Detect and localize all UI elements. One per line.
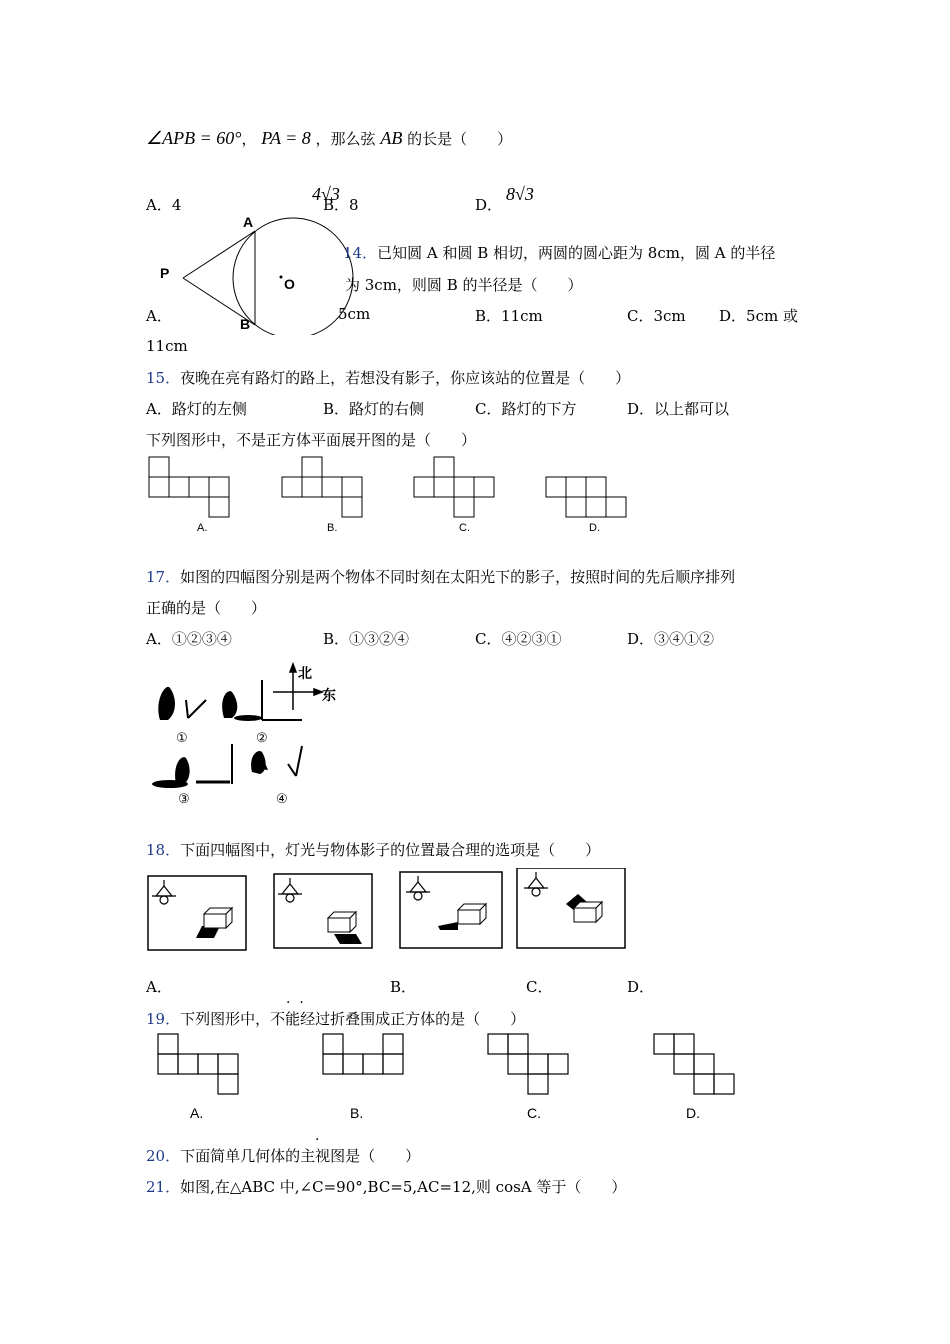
q19-net-d bbox=[654, 1034, 734, 1094]
q15-option-a: A．路灯的左侧 bbox=[146, 400, 247, 418]
q19-nets-figure bbox=[150, 1028, 750, 1128]
q15-stem bbox=[146, 367, 630, 388]
q17-option-a: A．①②③④ bbox=[146, 630, 232, 648]
q16-nets-figure bbox=[145, 453, 645, 538]
q15-option-b: B．路灯的右侧 bbox=[323, 400, 425, 418]
q17-shadow-figure bbox=[148, 660, 348, 810]
q17-number: 17． bbox=[146, 568, 181, 586]
q13-pa: PA = 8 bbox=[261, 128, 311, 148]
q20-emphasis-dot: · bbox=[315, 1132, 320, 1148]
q13-option-b-value: 4√3 bbox=[312, 184, 340, 204]
q14-option-d: D．5cm 或 bbox=[719, 307, 798, 325]
label-p: P bbox=[160, 265, 170, 281]
q15-option-d: D．以上都可以 bbox=[627, 400, 730, 418]
circle-4-label: ④ bbox=[276, 791, 288, 806]
q17-option-b: B．①③②④ bbox=[323, 630, 410, 648]
q16-label-c: C. bbox=[459, 522, 470, 534]
q16-net-c bbox=[414, 457, 494, 517]
scene-3 bbox=[152, 744, 232, 788]
q17-option-d: D．③④①② bbox=[627, 630, 715, 648]
q17-text-line2: 正确的是（ ） bbox=[146, 599, 267, 617]
label-a: A bbox=[243, 214, 254, 230]
q20-number: 20． bbox=[146, 1147, 181, 1165]
q19-stem bbox=[146, 1008, 525, 1029]
q18-option-b: B． bbox=[390, 978, 417, 996]
circle-3-label: ③ bbox=[178, 791, 190, 806]
q19-label-b: B. bbox=[350, 1105, 364, 1121]
q14-option-b: B．11cm bbox=[475, 307, 543, 325]
label-o: O bbox=[284, 276, 295, 292]
q18-panel-c bbox=[400, 872, 502, 948]
q19-label-c: C. bbox=[527, 1105, 541, 1121]
q16-label-b: B. bbox=[327, 522, 338, 534]
q13-stem: ∠APB = 60°， PA = 8 ，那么弦 AB 的长是（ ） bbox=[146, 128, 513, 148]
q13-ab: AB bbox=[380, 128, 403, 148]
q14-line1 bbox=[343, 242, 775, 263]
q13-option-d: D． bbox=[475, 196, 503, 214]
q19-label-d: D. bbox=[686, 1105, 700, 1121]
east-label: 东 bbox=[322, 687, 336, 703]
q18-text: 下面四幅图中，灯光与物体影子的位置最合理的选项是（ ） bbox=[180, 841, 601, 859]
q13-angle: ∠APB = 60° bbox=[146, 128, 242, 148]
q18-option-d: D． bbox=[627, 978, 655, 996]
q13-circle-figure bbox=[150, 205, 370, 335]
q14-option-c: C．3cm bbox=[627, 307, 686, 325]
q19-emphasis-dots: · · bbox=[286, 995, 304, 1011]
q20-text: 下面简单几何体的主视图是（ ） bbox=[180, 1147, 421, 1165]
q21-stem bbox=[146, 1176, 626, 1197]
q13-option-a: A．4 bbox=[146, 196, 182, 214]
circle-1-label: ① bbox=[176, 730, 188, 745]
q21-text: 如图,在△ABC 中,∠C=90°,BC=5,AC=12,则 cosA 等于（ ） bbox=[180, 1178, 627, 1196]
circle-2-label: ② bbox=[256, 730, 268, 745]
q15-option-c: C．路灯的下方 bbox=[475, 400, 577, 418]
center-dot bbox=[280, 276, 283, 279]
q19-net-c bbox=[488, 1034, 568, 1094]
scene-2 bbox=[222, 680, 302, 721]
q19-label-a: A. bbox=[190, 1105, 204, 1121]
q13-option-b: B．8 bbox=[323, 196, 359, 214]
q19-text: 下列图形中，不能经过折叠围成正方体的是（ ） bbox=[180, 1010, 526, 1028]
q19-net-b bbox=[323, 1034, 403, 1074]
q16-label-d: D. bbox=[589, 522, 600, 534]
north-label: 北 bbox=[298, 665, 312, 681]
q14-option-a-value: 5cm bbox=[338, 305, 371, 323]
q14-text-line2: 为 3cm，则圆 B 的半径是（ ） bbox=[345, 276, 583, 294]
q18-panel-a bbox=[148, 876, 246, 950]
q19-net-a bbox=[158, 1034, 238, 1094]
q16-net-a bbox=[149, 457, 229, 517]
q19-number: 19． bbox=[146, 1010, 181, 1028]
q18-option-c: C． bbox=[526, 978, 553, 996]
q18-panel-b bbox=[274, 874, 372, 948]
q20-stem bbox=[146, 1145, 420, 1166]
q16-text: 下列图形中，不是正方体平面展开图的是（ ） bbox=[146, 431, 477, 449]
label-b: B bbox=[240, 316, 251, 332]
q15-number: 15． bbox=[146, 369, 181, 387]
q14-text-line1: 已知圆 A 和圆 B 相切，两圆的圆心距为 8cm，圆 A 的半径 bbox=[377, 244, 776, 262]
q14-option-a: A． bbox=[146, 307, 172, 325]
q18-stem bbox=[146, 839, 600, 860]
q18-panel-d bbox=[517, 868, 625, 948]
q14-number: 14． bbox=[343, 244, 378, 262]
q17-text-line1: 如图的四幅图分别是两个物体不同时刻在太阳光下的影子，按照时间的先后顺序排列 bbox=[180, 568, 736, 586]
q17-option-c: C．④②③① bbox=[475, 630, 562, 648]
q16-net-b bbox=[282, 457, 362, 517]
tangent-pa bbox=[183, 231, 255, 278]
q18-number: 18． bbox=[146, 841, 181, 859]
q16-net-d bbox=[546, 477, 626, 517]
scene-1 bbox=[158, 687, 206, 720]
q16-label-a: A. bbox=[197, 522, 208, 534]
q18-lamp-figure bbox=[146, 868, 631, 954]
q21-number: 21． bbox=[146, 1178, 181, 1196]
q13-stem-end: 的长是（ ） bbox=[407, 130, 513, 148]
q13-stem-text: ，那么弦 bbox=[315, 130, 376, 148]
q14-option-d-cont: 11cm bbox=[146, 337, 188, 355]
scene-4 bbox=[251, 746, 302, 776]
q15-text: 夜晚在亮有路灯的路上，若想没有影子，你应该站的位置是（ ） bbox=[180, 369, 631, 387]
q13-option-d-value: 8√3 bbox=[506, 184, 534, 204]
q17-line1 bbox=[146, 566, 735, 587]
q18-option-a: A． bbox=[146, 978, 172, 996]
